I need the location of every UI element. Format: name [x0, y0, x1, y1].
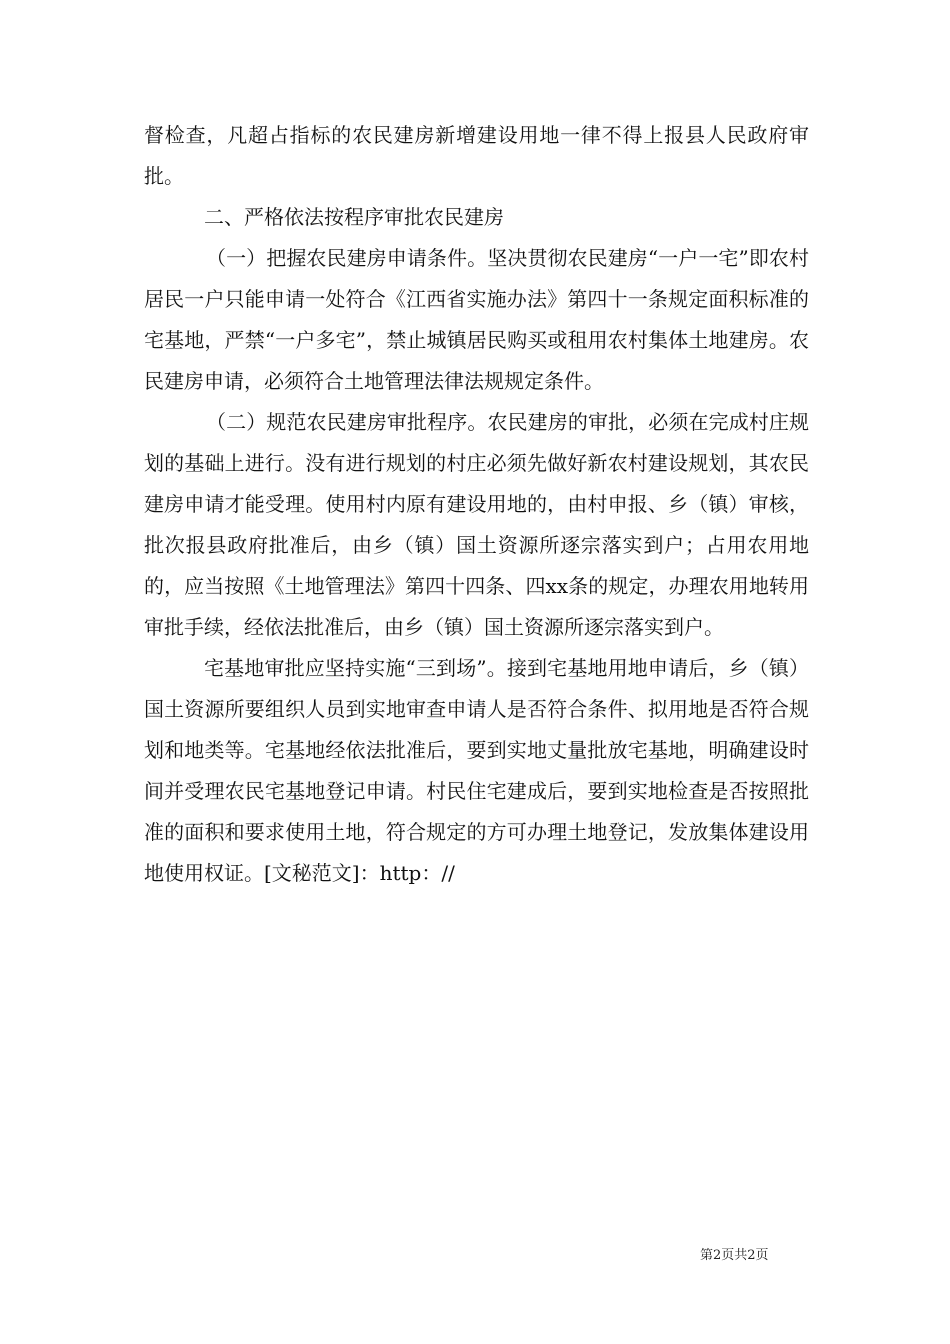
paragraph-application-conditions: （一）把握农民建房申请条件。坚决贯彻农民建房“一户一宅”即农村居民一户只能申请一处符合《江西省实施办法》第四十一条规定面积标准的宅基地，严禁“一户多宅”，禁止城镇居民购买或租用农村集体土地建房。农民建房申请，必须符合土地管理法律法规规定条件。: [144, 246, 809, 393]
paragraph-continuation: 督检查，凡超占指标的农民建房新增建设用地一律不得上报县人民政府审批。: [144, 123, 809, 188]
document-body: [144, 115, 809, 894]
paragraph-approval-procedure: （二）规范农民建房审批程序。农民建房的审批，必须在完成村庄规划的基础上进行。没有进行规划的村庄必须先做好新农村建设规划，其农民建房申请才能受理。使用村内原有建设用地的，由村申报、乡（镇）审核，批次报县政府批准后，由乡（镇）国土资源所逐宗落实到户；占用农用地的，应当按照《土地管理法》第四十四条、四xx条的规定，办理农用地转用审批手续，经依法批准后，由乡（镇）国土资源所逐宗落实到户。: [144, 410, 809, 639]
paragraph-three-on-site: 宅基地审批应坚持实施“三到场”。接到宅基地用地申请后，乡（镇）国土资源所要组织人员到实地审查申请人是否符合条件、拟用地是否符合规划和地类等。宅基地经依法批准后，要到实地丈量批放宅基地，明确建设时间并受理农民宅基地登记申请。村民住宅建成后，要到实地检查是否按照批准的面积和要求使用土地，符合规定的方可办理土地登记，发放集体建设用地使用权证。[文秘范文]：http：//: [144, 656, 809, 885]
page-number-footer: 第2页共2页: [700, 1248, 769, 1263]
section-heading: 二、严格依法按程序审批农民建房: [204, 205, 504, 229]
